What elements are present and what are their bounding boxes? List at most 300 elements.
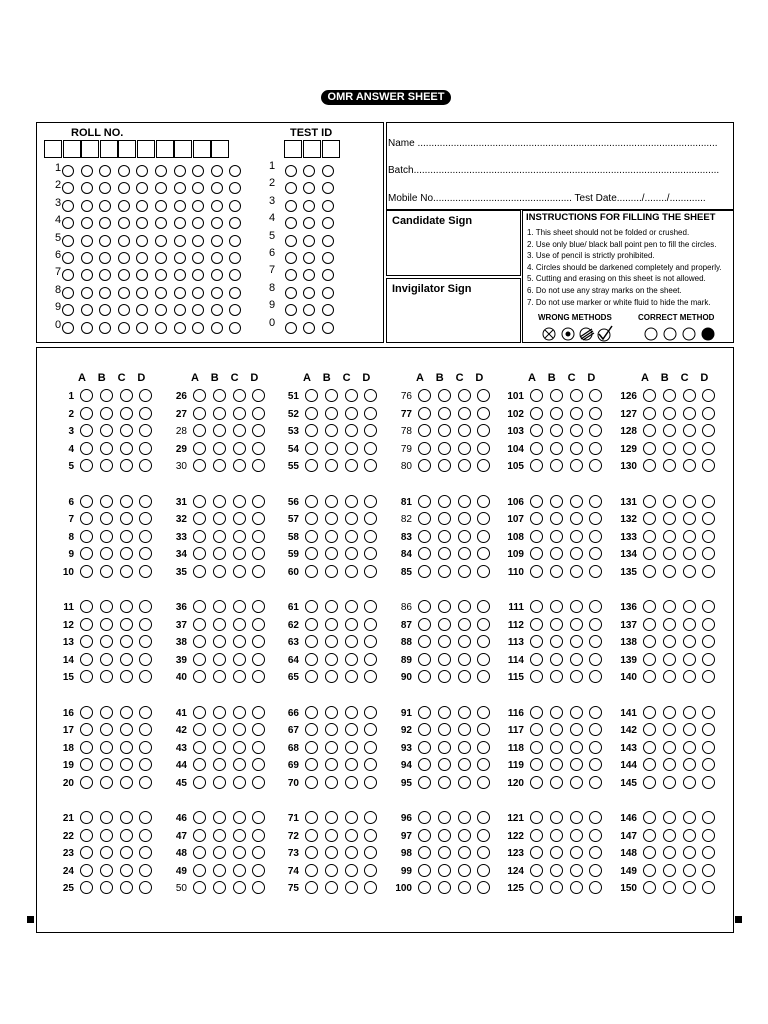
answer-bubble[interactable] — [702, 829, 715, 842]
answer-bubble[interactable] — [364, 618, 377, 631]
roll-bubble[interactable] — [211, 287, 223, 299]
answer-bubble[interactable] — [345, 758, 358, 771]
answer-bubble[interactable] — [213, 741, 226, 754]
answer-bubble[interactable] — [213, 846, 226, 859]
roll-entry-cell[interactable] — [63, 140, 81, 158]
answer-bubble[interactable] — [438, 776, 451, 789]
answer-bubble[interactable] — [589, 829, 602, 842]
answer-bubble[interactable] — [364, 706, 377, 719]
test-id-bubble[interactable] — [322, 235, 334, 247]
answer-bubble[interactable] — [477, 618, 490, 631]
answer-bubble[interactable] — [305, 442, 318, 455]
answer-bubble[interactable] — [458, 424, 471, 437]
answer-bubble[interactable] — [345, 706, 358, 719]
name-field[interactable]: Name ............................................................................................................ — [388, 138, 718, 149]
answer-bubble[interactable] — [80, 723, 93, 736]
answer-bubble[interactable] — [570, 635, 583, 648]
answer-bubble[interactable] — [643, 495, 656, 508]
answer-bubble[interactable] — [570, 618, 583, 631]
roll-bubble[interactable] — [155, 235, 167, 247]
answer-bubble[interactable] — [570, 846, 583, 859]
answer-bubble[interactable] — [570, 741, 583, 754]
answer-bubble[interactable] — [100, 495, 113, 508]
answer-bubble[interactable] — [683, 530, 696, 543]
answer-bubble[interactable] — [530, 723, 543, 736]
roll-bubble[interactable] — [118, 200, 130, 212]
answer-bubble[interactable] — [345, 424, 358, 437]
answer-bubble[interactable] — [252, 407, 265, 420]
answer-bubble[interactable] — [345, 635, 358, 648]
roll-bubble[interactable] — [62, 200, 74, 212]
answer-bubble[interactable] — [364, 829, 377, 842]
roll-bubble[interactable] — [174, 269, 186, 281]
answer-bubble[interactable] — [252, 618, 265, 631]
answer-bubble[interactable] — [438, 811, 451, 824]
answer-bubble[interactable] — [643, 512, 656, 525]
answer-bubble[interactable] — [80, 530, 93, 543]
answer-bubble[interactable] — [345, 459, 358, 472]
answer-bubble[interactable] — [458, 811, 471, 824]
answer-bubble[interactable] — [345, 776, 358, 789]
answer-bubble[interactable] — [438, 618, 451, 631]
answer-bubble[interactable] — [120, 723, 133, 736]
answer-bubble[interactable] — [325, 618, 338, 631]
answer-bubble[interactable] — [120, 424, 133, 437]
answer-bubble[interactable] — [550, 512, 563, 525]
answer-bubble[interactable] — [233, 741, 246, 754]
test-id-bubble[interactable] — [285, 322, 297, 334]
answer-bubble[interactable] — [325, 495, 338, 508]
answer-bubble[interactable] — [458, 864, 471, 877]
answer-bubble[interactable] — [550, 846, 563, 859]
answer-bubble[interactable] — [100, 407, 113, 420]
test-id-bubble[interactable] — [303, 235, 315, 247]
roll-bubble[interactable] — [174, 322, 186, 334]
answer-bubble[interactable] — [438, 829, 451, 842]
answer-bubble[interactable] — [193, 829, 206, 842]
answer-bubble[interactable] — [325, 864, 338, 877]
answer-bubble[interactable] — [305, 776, 318, 789]
answer-bubble[interactable] — [643, 829, 656, 842]
answer-bubble[interactable] — [570, 459, 583, 472]
test-id-bubble[interactable] — [303, 322, 315, 334]
roll-bubble[interactable] — [174, 235, 186, 247]
answer-bubble[interactable] — [570, 512, 583, 525]
mobile-date-field[interactable]: Mobile No.................................................. Test Date........./......../............. — [388, 193, 706, 204]
answer-bubble[interactable] — [683, 407, 696, 420]
answer-bubble[interactable] — [233, 530, 246, 543]
roll-bubble[interactable] — [211, 165, 223, 177]
answer-bubble[interactable] — [477, 829, 490, 842]
answer-bubble[interactable] — [570, 495, 583, 508]
answer-bubble[interactable] — [193, 600, 206, 613]
answer-bubble[interactable] — [438, 706, 451, 719]
answer-bubble[interactable] — [120, 495, 133, 508]
answer-bubble[interactable] — [458, 881, 471, 894]
answer-bubble[interactable] — [213, 829, 226, 842]
answer-bubble[interactable] — [418, 706, 431, 719]
roll-bubble[interactable] — [192, 235, 204, 247]
answer-bubble[interactable] — [550, 723, 563, 736]
answer-bubble[interactable] — [345, 653, 358, 666]
answer-bubble[interactable] — [305, 565, 318, 578]
answer-bubble[interactable] — [683, 741, 696, 754]
answer-bubble[interactable] — [193, 565, 206, 578]
answer-bubble[interactable] — [345, 442, 358, 455]
answer-bubble[interactable] — [643, 565, 656, 578]
answer-bubble[interactable] — [663, 618, 676, 631]
answer-bubble[interactable] — [550, 389, 563, 402]
answer-bubble[interactable] — [663, 776, 676, 789]
answer-bubble[interactable] — [702, 618, 715, 631]
answer-bubble[interactable] — [80, 512, 93, 525]
roll-bubble[interactable] — [136, 322, 148, 334]
answer-bubble[interactable] — [213, 864, 226, 877]
roll-bubble[interactable] — [99, 287, 111, 299]
roll-bubble[interactable] — [229, 235, 241, 247]
answer-bubble[interactable] — [570, 565, 583, 578]
answer-bubble[interactable] — [193, 530, 206, 543]
roll-bubble[interactable] — [62, 287, 74, 299]
answer-bubble[interactable] — [305, 600, 318, 613]
answer-bubble[interactable] — [345, 389, 358, 402]
answer-bubble[interactable] — [80, 600, 93, 613]
answer-bubble[interactable] — [233, 407, 246, 420]
answer-bubble[interactable] — [458, 389, 471, 402]
roll-bubble[interactable] — [174, 217, 186, 229]
answer-bubble[interactable] — [438, 512, 451, 525]
answer-bubble[interactable] — [663, 723, 676, 736]
answer-bubble[interactable] — [643, 811, 656, 824]
answer-bubble[interactable] — [193, 495, 206, 508]
answer-bubble[interactable] — [458, 600, 471, 613]
answer-bubble[interactable] — [643, 442, 656, 455]
roll-entry-cell[interactable] — [211, 140, 229, 158]
answer-bubble[interactable] — [305, 389, 318, 402]
answer-bubble[interactable] — [80, 389, 93, 402]
answer-bubble[interactable] — [80, 618, 93, 631]
answer-bubble[interactable] — [80, 706, 93, 719]
answer-bubble[interactable] — [458, 407, 471, 420]
roll-bubble[interactable] — [81, 200, 93, 212]
answer-bubble[interactable] — [702, 407, 715, 420]
answer-bubble[interactable] — [233, 512, 246, 525]
answer-bubble[interactable] — [530, 530, 543, 543]
answer-bubble[interactable] — [550, 424, 563, 437]
test-id-bubble[interactable] — [285, 287, 297, 299]
answer-bubble[interactable] — [458, 459, 471, 472]
answer-bubble[interactable] — [233, 811, 246, 824]
answer-bubble[interactable] — [418, 864, 431, 877]
answer-bubble[interactable] — [570, 829, 583, 842]
roll-bubble[interactable] — [192, 322, 204, 334]
answer-bubble[interactable] — [458, 846, 471, 859]
answer-bubble[interactable] — [530, 407, 543, 420]
answer-bubble[interactable] — [120, 635, 133, 648]
roll-bubble[interactable] — [211, 252, 223, 264]
answer-bubble[interactable] — [193, 776, 206, 789]
answer-bubble[interactable] — [683, 565, 696, 578]
answer-bubble[interactable] — [120, 512, 133, 525]
answer-bubble[interactable] — [305, 864, 318, 877]
answer-bubble[interactable] — [100, 706, 113, 719]
answer-bubble[interactable] — [530, 811, 543, 824]
answer-bubble[interactable] — [683, 758, 696, 771]
answer-bubble[interactable] — [193, 741, 206, 754]
answer-bubble[interactable] — [458, 723, 471, 736]
roll-bubble[interactable] — [81, 182, 93, 194]
roll-entry-cell[interactable] — [137, 140, 155, 158]
answer-bubble[interactable] — [100, 723, 113, 736]
roll-bubble[interactable] — [155, 322, 167, 334]
answer-bubble[interactable] — [233, 758, 246, 771]
answer-bubble[interactable] — [213, 407, 226, 420]
answer-bubble[interactable] — [233, 881, 246, 894]
answer-bubble[interactable] — [683, 653, 696, 666]
roll-bubble[interactable] — [174, 200, 186, 212]
answer-bubble[interactable] — [458, 565, 471, 578]
answer-bubble[interactable] — [438, 741, 451, 754]
answer-bubble[interactable] — [438, 442, 451, 455]
answer-bubble[interactable] — [458, 758, 471, 771]
answer-bubble[interactable] — [364, 407, 377, 420]
answer-bubble[interactable] — [120, 670, 133, 683]
answer-bubble[interactable] — [570, 653, 583, 666]
answer-bubble[interactable] — [570, 881, 583, 894]
test-id-bubble[interactable] — [285, 200, 297, 212]
answer-bubble[interactable] — [213, 512, 226, 525]
answer-bubble[interactable] — [683, 495, 696, 508]
answer-bubble[interactable] — [458, 776, 471, 789]
answer-bubble[interactable] — [530, 829, 543, 842]
answer-bubble[interactable] — [213, 389, 226, 402]
answer-bubble[interactable] — [550, 600, 563, 613]
answer-bubble[interactable] — [570, 407, 583, 420]
answer-bubble[interactable] — [325, 846, 338, 859]
answer-bubble[interactable] — [570, 530, 583, 543]
answer-bubble[interactable] — [530, 653, 543, 666]
answer-bubble[interactable] — [120, 776, 133, 789]
roll-bubble[interactable] — [211, 322, 223, 334]
roll-bubble[interactable] — [192, 287, 204, 299]
roll-bubble[interactable] — [62, 322, 74, 334]
roll-bubble[interactable] — [81, 322, 93, 334]
answer-bubble[interactable] — [530, 512, 543, 525]
answer-bubble[interactable] — [438, 565, 451, 578]
answer-bubble[interactable] — [643, 600, 656, 613]
test-id-bubble[interactable] — [322, 287, 334, 299]
answer-bubble[interactable] — [80, 811, 93, 824]
answer-bubble[interactable] — [458, 442, 471, 455]
answer-bubble[interactable] — [305, 811, 318, 824]
answer-bubble[interactable] — [345, 565, 358, 578]
answer-bubble[interactable] — [325, 776, 338, 789]
answer-bubble[interactable] — [120, 653, 133, 666]
answer-bubble[interactable] — [120, 741, 133, 754]
answer-bubble[interactable] — [570, 864, 583, 877]
answer-bubble[interactable] — [438, 495, 451, 508]
answer-bubble[interactable] — [458, 530, 471, 543]
answer-bubble[interactable] — [663, 565, 676, 578]
roll-bubble[interactable] — [118, 217, 130, 229]
test-id-bubble[interactable] — [322, 322, 334, 334]
answer-bubble[interactable] — [418, 723, 431, 736]
roll-bubble[interactable] — [211, 235, 223, 247]
roll-bubble[interactable] — [99, 200, 111, 212]
answer-bubble[interactable] — [663, 706, 676, 719]
roll-bubble[interactable] — [155, 165, 167, 177]
answer-bubble[interactable] — [345, 600, 358, 613]
answer-bubble[interactable] — [550, 653, 563, 666]
answer-bubble[interactable] — [550, 635, 563, 648]
answer-bubble[interactable] — [550, 864, 563, 877]
answer-bubble[interactable] — [80, 864, 93, 877]
answer-bubble[interactable] — [233, 459, 246, 472]
answer-bubble[interactable] — [438, 864, 451, 877]
answer-bubble[interactable] — [120, 547, 133, 560]
answer-bubble[interactable] — [233, 706, 246, 719]
answer-bubble[interactable] — [193, 864, 206, 877]
answer-bubble[interactable] — [100, 389, 113, 402]
answer-bubble[interactable] — [663, 635, 676, 648]
answer-bubble[interactable] — [193, 618, 206, 631]
answer-bubble[interactable] — [438, 407, 451, 420]
answer-bubble[interactable] — [438, 530, 451, 543]
answer-bubble[interactable] — [120, 565, 133, 578]
answer-bubble[interactable] — [193, 723, 206, 736]
answer-bubble[interactable] — [233, 565, 246, 578]
answer-bubble[interactable] — [233, 670, 246, 683]
test-id-bubble[interactable] — [322, 217, 334, 229]
answer-bubble[interactable] — [663, 424, 676, 437]
answer-bubble[interactable] — [550, 706, 563, 719]
answer-bubble[interactable] — [120, 389, 133, 402]
answer-bubble[interactable] — [530, 741, 543, 754]
answer-bubble[interactable] — [100, 442, 113, 455]
answer-bubble[interactable] — [530, 618, 543, 631]
answer-bubble[interactable] — [120, 811, 133, 824]
answer-bubble[interactable] — [120, 407, 133, 420]
answer-bubble[interactable] — [193, 512, 206, 525]
answer-bubble[interactable] — [233, 635, 246, 648]
answer-bubble[interactable] — [570, 424, 583, 437]
answer-bubble[interactable] — [418, 776, 431, 789]
roll-bubble[interactable] — [62, 235, 74, 247]
answer-bubble[interactable] — [100, 864, 113, 877]
answer-bubble[interactable] — [345, 407, 358, 420]
answer-bubble[interactable] — [100, 741, 113, 754]
roll-entry-cell[interactable] — [81, 140, 99, 158]
roll-bubble[interactable] — [81, 165, 93, 177]
answer-bubble[interactable] — [663, 741, 676, 754]
answer-bubble[interactable] — [120, 530, 133, 543]
roll-bubble[interactable] — [155, 200, 167, 212]
answer-bubble[interactable] — [100, 618, 113, 631]
answer-bubble[interactable] — [663, 864, 676, 877]
test-id-entry-cell[interactable] — [303, 140, 321, 158]
answer-bubble[interactable] — [530, 600, 543, 613]
answer-bubble[interactable] — [418, 565, 431, 578]
answer-bubble[interactable] — [418, 741, 431, 754]
roll-bubble[interactable] — [62, 165, 74, 177]
test-id-bubble[interactable] — [285, 235, 297, 247]
roll-bubble[interactable] — [136, 235, 148, 247]
answer-bubble[interactable] — [100, 829, 113, 842]
answer-bubble[interactable] — [418, 407, 431, 420]
answer-bubble[interactable] — [663, 530, 676, 543]
answer-bubble[interactable] — [345, 495, 358, 508]
answer-bubble[interactable] — [589, 706, 602, 719]
test-id-entry-cell[interactable] — [322, 140, 340, 158]
answer-bubble[interactable] — [418, 618, 431, 631]
answer-bubble[interactable] — [643, 407, 656, 420]
answer-bubble[interactable] — [683, 864, 696, 877]
answer-bubble[interactable] — [418, 653, 431, 666]
answer-bubble[interactable] — [418, 512, 431, 525]
answer-bubble[interactable] — [233, 776, 246, 789]
answer-bubble[interactable] — [193, 811, 206, 824]
answer-bubble[interactable] — [438, 389, 451, 402]
answer-bubble[interactable] — [683, 512, 696, 525]
answer-bubble[interactable] — [213, 618, 226, 631]
answer-bubble[interactable] — [570, 776, 583, 789]
answer-bubble[interactable] — [530, 776, 543, 789]
answer-bubble[interactable] — [550, 618, 563, 631]
answer-bubble[interactable] — [345, 829, 358, 842]
answer-bubble[interactable] — [80, 407, 93, 420]
roll-entry-cell[interactable] — [118, 140, 136, 158]
answer-bubble[interactable] — [325, 723, 338, 736]
answer-bubble[interactable] — [233, 600, 246, 613]
answer-bubble[interactable] — [100, 811, 113, 824]
answer-bubble[interactable] — [550, 741, 563, 754]
answer-bubble[interactable] — [325, 600, 338, 613]
answer-bubble[interactable] — [570, 600, 583, 613]
answer-bubble[interactable] — [193, 389, 206, 402]
answer-bubble[interactable] — [100, 424, 113, 437]
answer-bubble[interactable] — [683, 635, 696, 648]
answer-bubble[interactable] — [643, 389, 656, 402]
answer-bubble[interactable] — [345, 670, 358, 683]
answer-bubble[interactable] — [345, 618, 358, 631]
answer-bubble[interactable] — [325, 653, 338, 666]
answer-bubble[interactable] — [213, 495, 226, 508]
answer-bubble[interactable] — [345, 864, 358, 877]
answer-bubble[interactable] — [305, 530, 318, 543]
answer-bubble[interactable] — [213, 424, 226, 437]
answer-bubble[interactable] — [139, 407, 152, 420]
answer-bubble[interactable] — [418, 600, 431, 613]
answer-bubble[interactable] — [305, 741, 318, 754]
answer-bubble[interactable] — [438, 846, 451, 859]
answer-bubble[interactable] — [458, 653, 471, 666]
answer-bubble[interactable] — [120, 442, 133, 455]
answer-bubble[interactable] — [683, 829, 696, 842]
answer-bubble[interactable] — [643, 530, 656, 543]
answer-bubble[interactable] — [643, 723, 656, 736]
roll-bubble[interactable] — [118, 235, 130, 247]
test-id-entry-cell[interactable] — [284, 140, 302, 158]
answer-bubble[interactable] — [80, 776, 93, 789]
answer-bubble[interactable] — [643, 618, 656, 631]
answer-bubble[interactable] — [325, 442, 338, 455]
answer-bubble[interactable] — [305, 618, 318, 631]
answer-bubble[interactable] — [233, 547, 246, 560]
answer-bubble[interactable] — [683, 600, 696, 613]
answer-bubble[interactable] — [325, 635, 338, 648]
roll-bubble[interactable] — [174, 287, 186, 299]
answer-bubble[interactable] — [458, 512, 471, 525]
